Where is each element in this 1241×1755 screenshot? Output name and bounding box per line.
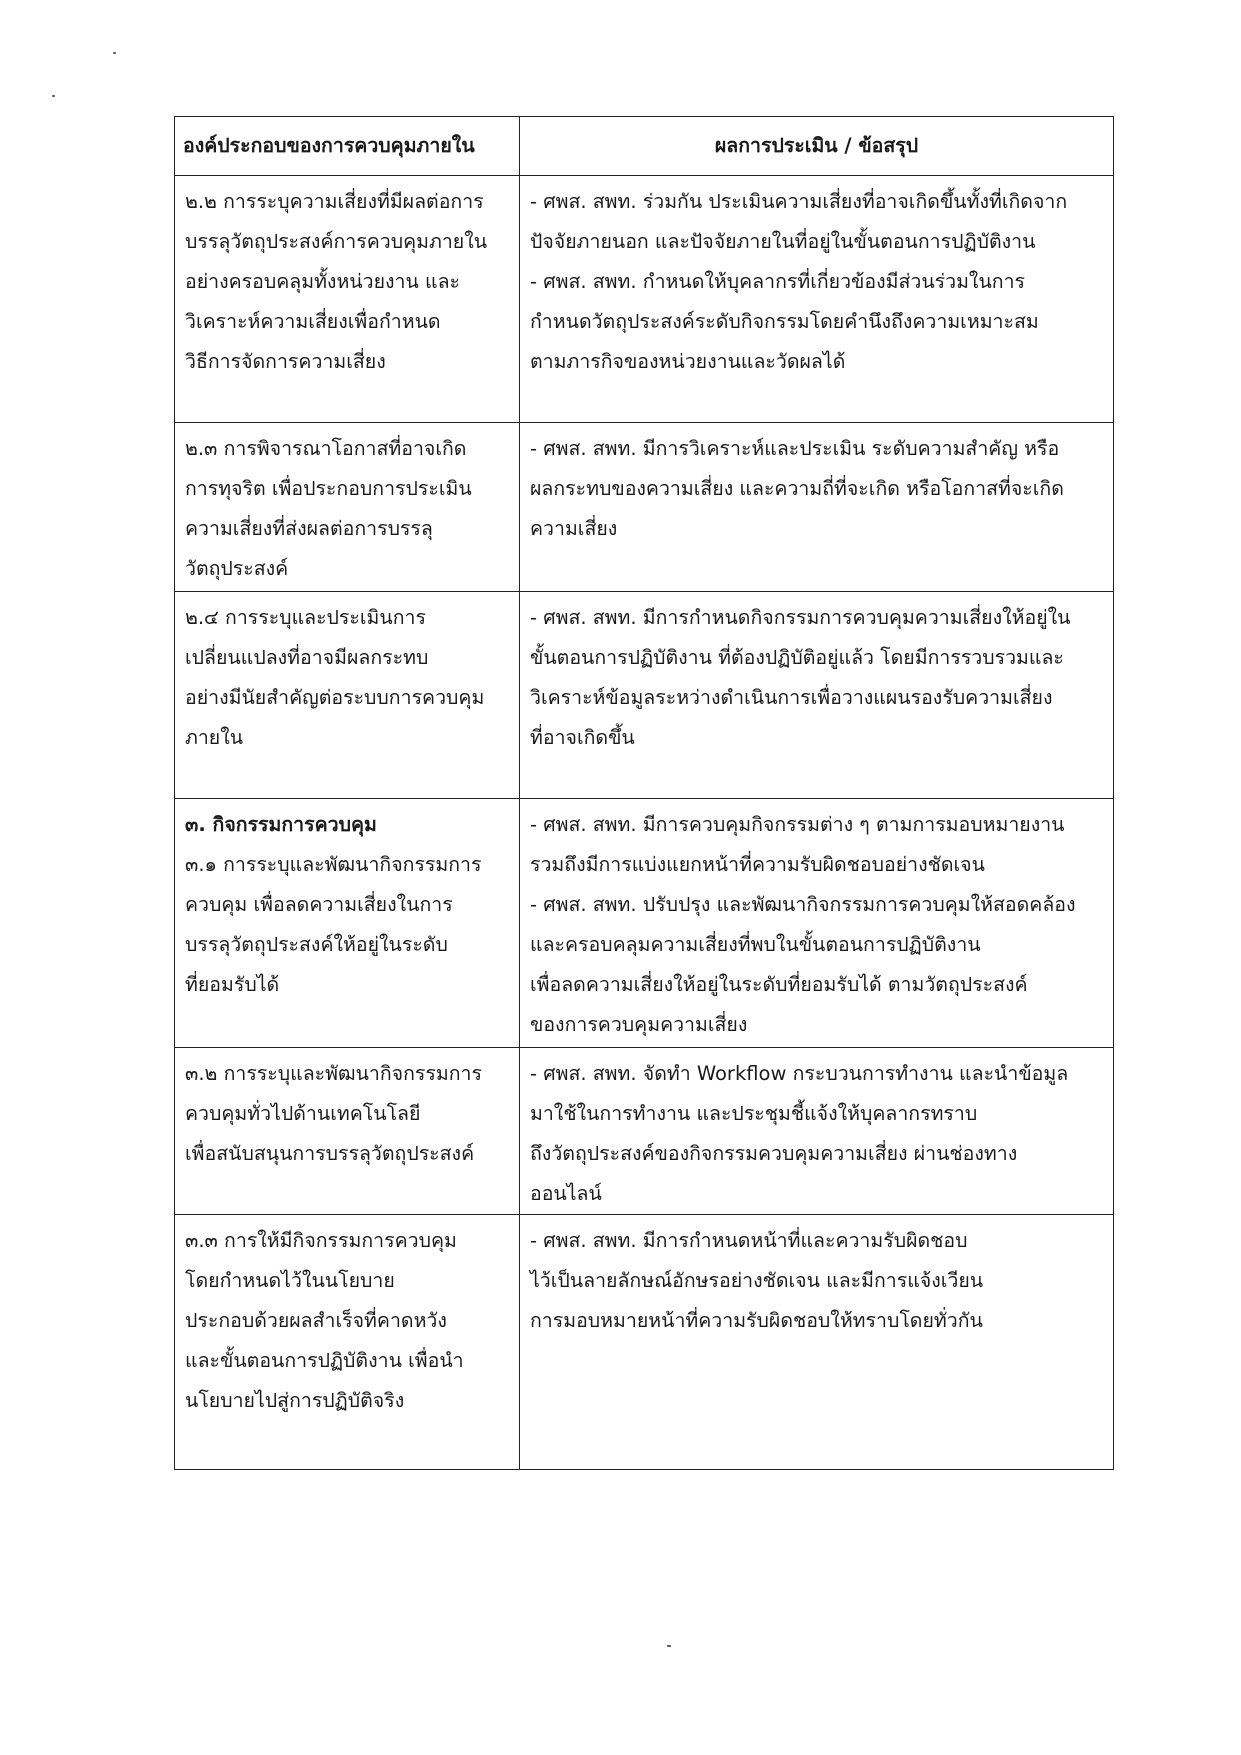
section-heading: ๓. กิจกรรมการควบคุม — [185, 813, 377, 836]
component-line: บรรลุวัตถุประสงค์ให้อยู่ในระดับ — [185, 933, 448, 956]
component-line: อย่างมีนัยสำคัญต่อระบบการควบคุม — [185, 686, 485, 709]
result-line: - ศพส. สพท. ร่วมกัน ประเมินความเสี่ยงที่อาจเกิดขึ้นทั้งที่เกิดจาก — [530, 190, 1068, 213]
result-line: - ศพส. สพท. กำหนดให้บุคลากรที่เกี่ยวข้องมีส่วนร่วมในการ — [530, 270, 1026, 293]
scan-speck — [52, 95, 55, 97]
result-cell — [520, 423, 1114, 592]
component-line: ประกอบด้วยผลสำเร็จที่คาดหวัง — [185, 1309, 447, 1332]
component-cell — [175, 1048, 520, 1215]
result-line: - ศพส. สพท. ปรับปรุง และพัฒนากิจกรรมการควบคุมให้สอดคล้อง — [530, 893, 1076, 916]
result-line: ผลกระทบของความเสี่ยง และความถี่ที่จะเกิด หรือโอกาสที่จะเกิด — [530, 477, 1064, 500]
component-cell — [175, 1215, 520, 1470]
header-component: องค์ประกอบของการควบคุมภายใน — [175, 117, 520, 176]
component-line: อย่างครอบคลุมทั้งหน่วยงาน และ — [185, 270, 460, 293]
result-line: - ศพส. สพท. มีการกำหนดกิจกรรมการควบคุมความเสี่ยงให้อยู่ใน — [530, 606, 1071, 629]
result-line: การมอบหมายหน้าที่ความรับผิดชอบให้ทราบโดยทั่วกัน — [530, 1309, 983, 1332]
component-line: ควบคุมทั่วไปด้านเทคโนโลยี — [185, 1102, 421, 1125]
component-line: ๓.๓ การให้มีกิจกรรมการควบคุม — [185, 1229, 457, 1252]
component-line: ภายใน — [185, 726, 244, 749]
component-cell — [175, 592, 520, 799]
internal-control-evaluation-table — [174, 116, 1114, 1470]
result-line: เพื่อลดความเสี่ยงให้อยู่ในระดับที่ยอมรับได้ ตามวัตถุประสงค์ — [530, 973, 1028, 996]
component-line: ควบคุม เพื่อลดความเสี่ยงในการ — [185, 893, 453, 916]
table-row — [175, 1215, 1114, 1470]
component-line: โดยกำหนดไว้ในนโยบาย — [185, 1269, 395, 1292]
result-line: และครอบคลุมความเสี่ยงที่พบในขั้นตอนการปฏิบัติงาน — [530, 933, 981, 956]
result-cell — [520, 176, 1114, 423]
table-row — [175, 592, 1114, 799]
result-line: ที่อาจเกิดขึ้น — [530, 726, 635, 749]
result-line: - ศพส. สพท. มีการควบคุมกิจกรรมต่าง ๆ ตามการมอบหมายงาน — [530, 813, 1065, 836]
result-line: ปัจจัยภายนอก และปัจจัยภายในที่อยู่ในขั้นตอนการปฏิบัติงาน — [530, 230, 1036, 253]
result-line: วิเคราะห์ข้อมูลระหว่างดำเนินการเพื่อวางแผนรองรับความเสี่ยง — [530, 686, 1053, 709]
component-line: ๓.๑ การระบุและพัฒนากิจกรรมการ — [185, 853, 482, 876]
result-cell — [520, 799, 1114, 1048]
result-line: ความเสี่ยง — [530, 517, 618, 540]
component-cell — [175, 423, 520, 592]
component-line: ความเสี่ยงที่ส่งผลต่อการบรรลุ — [185, 517, 433, 540]
table-row — [175, 1048, 1114, 1215]
table-header-row — [175, 117, 1114, 176]
component-line: ที่ยอมรับได้ — [185, 973, 280, 996]
component-line: บรรลุวัตถุประสงค์การควบคุมภายใน — [185, 230, 488, 253]
result-line: ขั้นตอนการปฏิบัติงาน ที่ต้องปฏิบัติอยู่แล้ว โดยมีการรวบรวมและ — [530, 646, 1064, 669]
result-line: - ศพส. สพท. จัดทำ Workflow กระบวนการทำงาน และนำข้อมูล — [530, 1062, 1069, 1085]
scan-speck — [667, 1645, 671, 1647]
table-row — [175, 176, 1114, 423]
result-cell — [520, 1048, 1114, 1215]
component-line: การทุจริต เพื่อประกอบการประเมิน — [185, 477, 472, 500]
component-cell — [175, 176, 520, 423]
scan-speck — [113, 52, 116, 54]
result-cell — [520, 1215, 1114, 1470]
component-line: ๓.๒ การระบุและพัฒนากิจกรรมการ — [185, 1062, 482, 1085]
result-line: รวมถึงมีการแบ่งแยกหน้าที่ความรับผิดชอบอย่างชัดเจน — [530, 853, 985, 876]
table-row — [175, 423, 1114, 592]
component-cell — [175, 799, 520, 1048]
component-line: นโยบายไปสู่การปฏิบัติจริง — [185, 1389, 405, 1412]
result-line: - ศพส. สพท. มีการกำหนดหน้าที่และความรับผิดชอบ — [530, 1229, 968, 1252]
component-line: และขั้นตอนการปฏิบัติงาน เพื่อนำ — [185, 1349, 464, 1372]
component-line: ๒.๔ การระบุและประเมินการ — [185, 606, 426, 629]
component-line: วิธีการจัดการความเสี่ยง — [185, 350, 386, 373]
result-line: มาใช้ในการทำงาน และประชุมชี้แจ้งให้บุคลากรทราบ — [530, 1102, 978, 1125]
result-line: กำหนดวัตถุประสงค์ระดับกิจกรรมโดยคำนึงถึงความเหมาะสม — [530, 310, 1039, 333]
result-line: ออนไลน์ — [530, 1182, 602, 1205]
header-result: ผลการประเมิน / ข้อสรุป — [520, 117, 1114, 176]
component-line: ๒.๓ การพิจารณาโอกาสที่อาจเกิด — [185, 437, 467, 460]
result-line: ตามภารกิจของหน่วยงานและวัดผลได้ — [530, 350, 846, 373]
result-cell — [520, 592, 1114, 799]
component-line: เพื่อสนับสนุนการบรรลุวัตถุประสงค์ — [185, 1142, 475, 1165]
result-line: ไว้เป็นลายลักษณ์อักษรอย่างชัดเจน และมีการแจ้งเวียน — [530, 1269, 984, 1292]
table-row — [175, 799, 1114, 1048]
result-line: ของการควบคุมความเสี่ยง — [530, 1013, 748, 1036]
component-line: วัตถุประสงค์ — [185, 557, 289, 580]
result-line: ถึงวัตถุประสงค์ของกิจกรรมควบคุมความเสี่ยง ผ่านช่องทาง — [530, 1142, 1018, 1165]
result-line: - ศพส. สพท. มีการวิเคราะห์และประเมิน ระดับความสำคัญ หรือ — [530, 437, 1060, 460]
component-line: วิเคราะห์ความเสี่ยงเพื่อกำหนด — [185, 310, 441, 333]
component-line: เปลี่ยนแปลงที่อาจมีผลกระทบ — [185, 646, 429, 669]
component-line: ๒.๒ การระบุความเสี่ยงที่มีผลต่อการ — [185, 190, 484, 213]
